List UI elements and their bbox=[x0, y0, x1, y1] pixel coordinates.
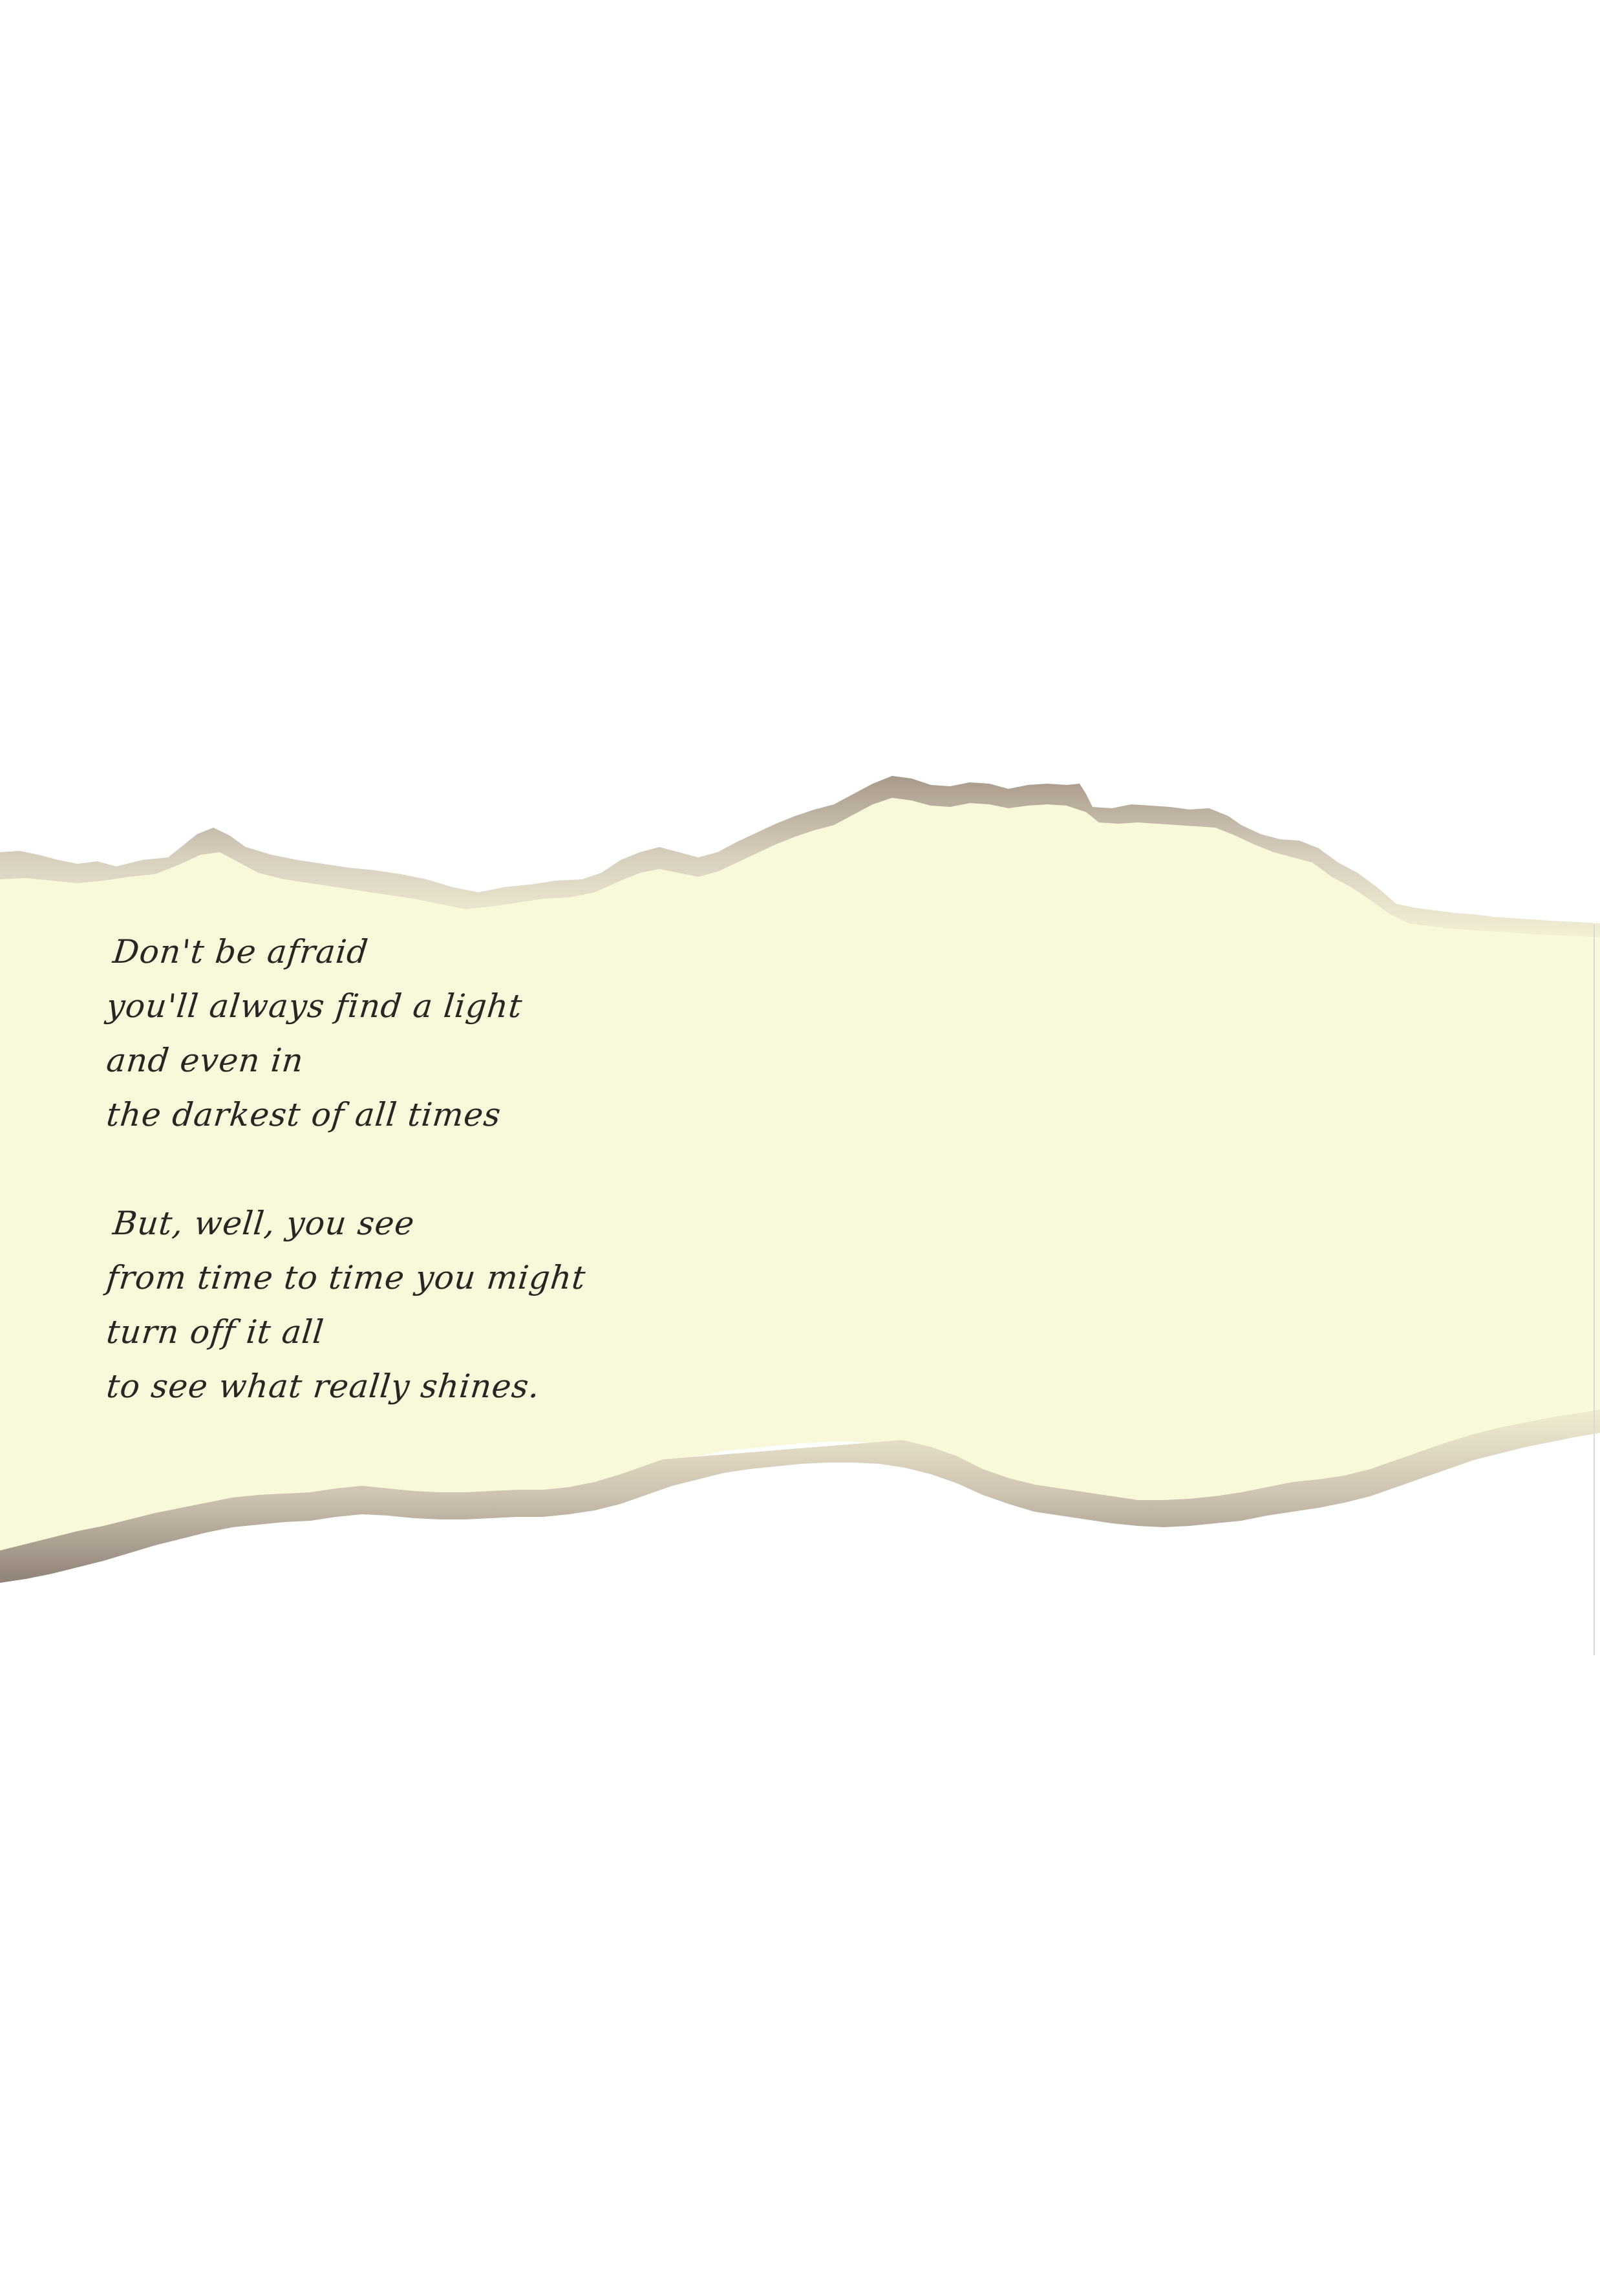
poem-line: the darkest of all times bbox=[104, 1096, 504, 1133]
poem-line: and even in bbox=[104, 1042, 306, 1079]
poem-line: But, well, you see bbox=[111, 1205, 417, 1242]
poem-line: turn off it all bbox=[104, 1313, 326, 1351]
poem-stanza bbox=[104, 925, 688, 1142]
poem-line: from time to time you might bbox=[104, 1259, 588, 1296]
poem bbox=[104, 925, 688, 1468]
poem-line: you'll always find a light bbox=[104, 987, 525, 1025]
poem-stanza bbox=[104, 1196, 688, 1413]
poem-line: to see what really shines. bbox=[104, 1368, 542, 1405]
poem-line: Don't be afraid bbox=[111, 933, 370, 971]
